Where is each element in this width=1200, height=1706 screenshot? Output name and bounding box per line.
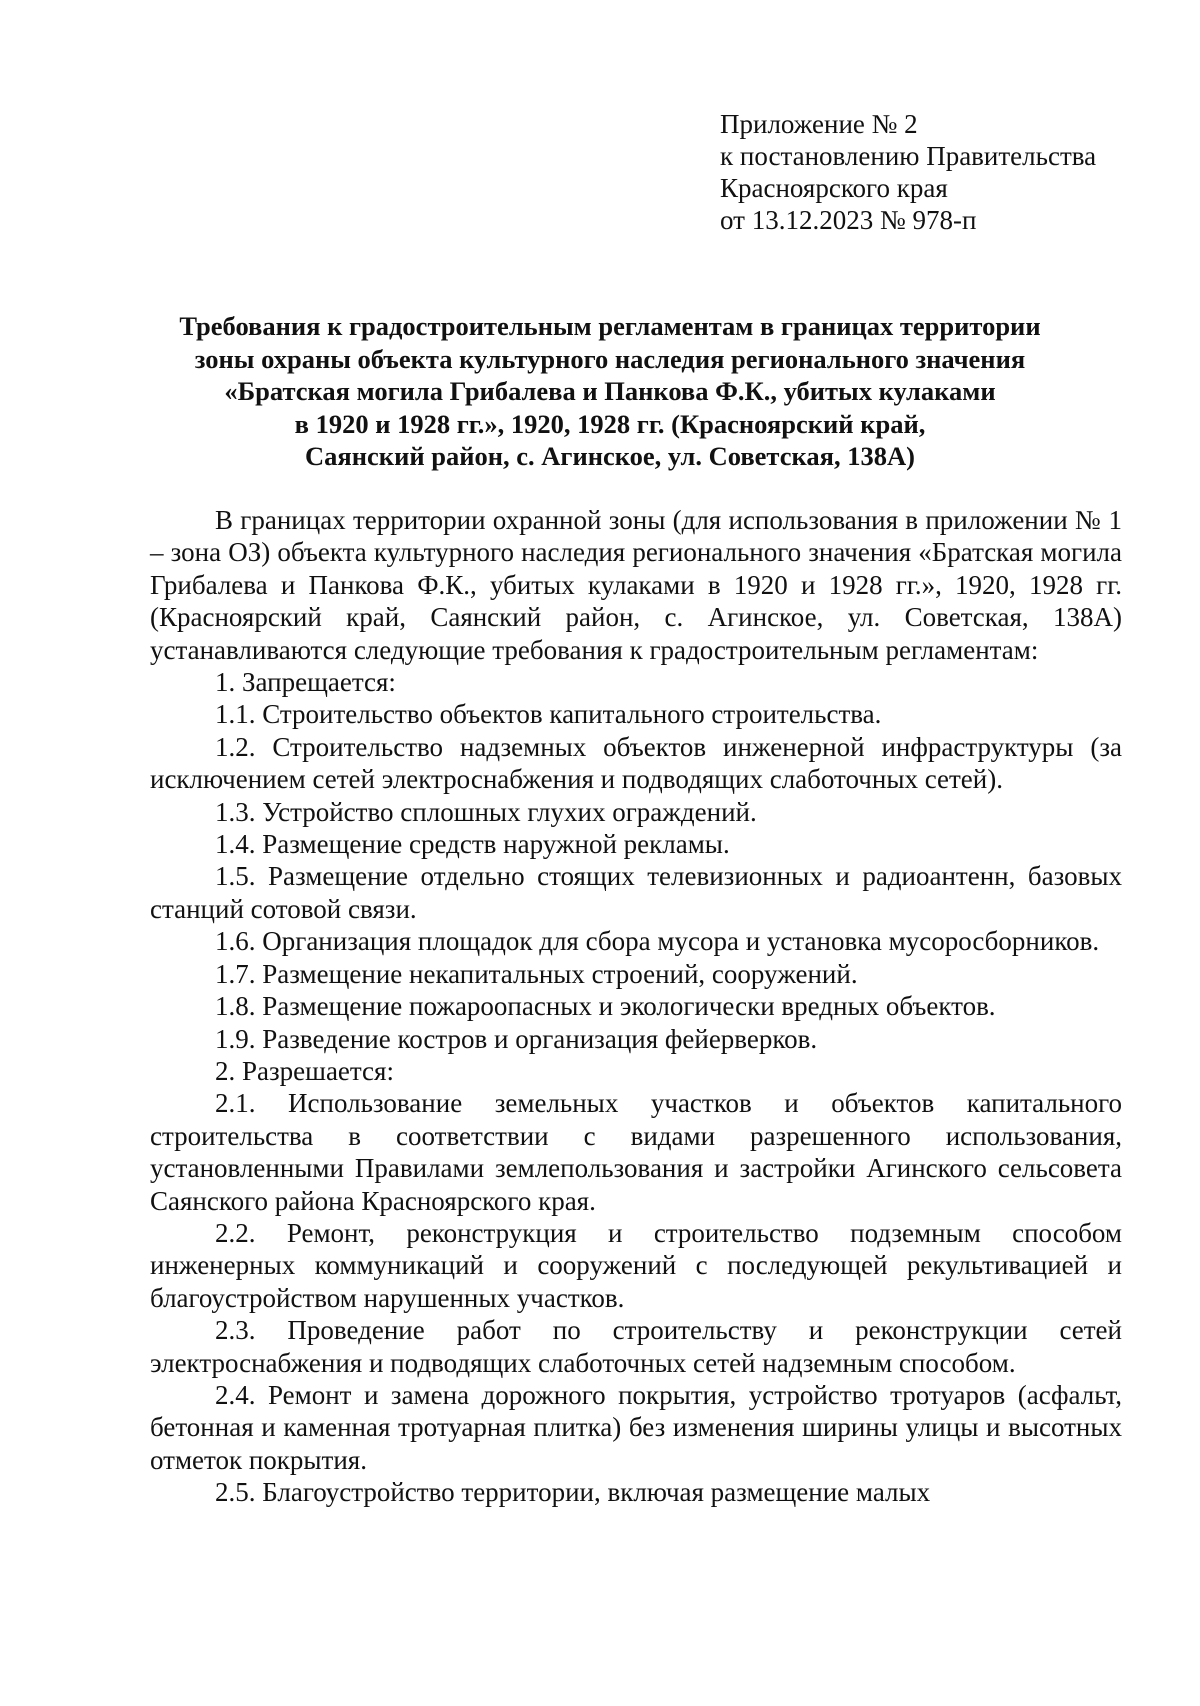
document-title xyxy=(130,310,1090,473)
section-heading-permitted: 2. Разрешается: xyxy=(215,1055,394,1086)
title-line: в 1920 и 1928 гг.», 1920, 1928 гг. (Красноярский край, xyxy=(294,408,926,439)
appendix-resolution: к постановлению Правительства xyxy=(720,141,1097,171)
list-item: 1.5. Размещение отдельно стоящих телевизионных и радиоантенн, базовых станций сотовой связи. xyxy=(150,861,1122,924)
document-body xyxy=(150,504,1122,1509)
appendix-region: Красноярского края xyxy=(720,173,948,203)
list-item: 2.3. Проведение работ по строительству и реконструкции сетей электроснабжения и подводящих слаботочных сетей надземным способом. xyxy=(150,1315,1122,1378)
list-item: 2.4. Ремонт и замена дорожного покрытия, устройство тротуаров (асфальт, бетонная и каменная тротуарная плитка) без изменения ширины улицы и высотных отметок покрытия. xyxy=(150,1379,1122,1475)
list-item: 2.2. Ремонт, реконструкция и строительство подземным способом инженерных коммуникаций и сооружений с последующей рекультивацией и благоустройством нарушенных участков. xyxy=(150,1217,1122,1313)
list-item: 1.2. Строительство надземных объектов инженерной инфраструктуры (за исключением сетей электроснабжения и подводящих слаботочных сетей). xyxy=(150,731,1122,795)
appendix-header xyxy=(720,108,1160,236)
list-item: 2.5. Благоустройство территории, включая размещение малых xyxy=(215,1477,931,1508)
title-line: зоны охраны объекта культурного наследия регионального значения xyxy=(194,343,1026,374)
list-item: 1.3. Устройство сплошных глухих ограждений. xyxy=(215,796,757,827)
intro-paragraph: В границах территории охранной зоны (для использования в приложении № 1 – зона ОЗ) объекта культурного наследия регионального значения «Братская могила Грибалева и Панкова Ф.К., убитых кулаками в 1920 и 1928 гг.», 1920, 1928 гг. (Красноярский край, Саянский район, с. Агинское, ул. Советская, 138А) устанавливаются следующие требования к градостроительным регламентам: xyxy=(150,505,1122,665)
list-item: 1.6. Организация площадок для сбора мусора и установка мусоросборников. xyxy=(215,926,1100,957)
title-line: Саянский район, с. Агинское, ул. Советская, 138А) xyxy=(305,441,915,471)
title-line: «Братская могила Грибалева и Панкова Ф.К., убитых кулаками xyxy=(224,376,996,406)
list-item: 2.1. Использование земельных участков и объектов капитального строительства в соответствии с видами разрешенного использования, установленными Правилами землепользования и застройки Агинского сельсовета Саянского района Красноярского края. xyxy=(150,1088,1122,1216)
appendix-number: Приложение № 2 xyxy=(720,109,918,139)
list-item: 1.9. Разведение костров и организация фейерверков. xyxy=(215,1023,818,1054)
list-item: 1.8. Размещение пожароопасных и экологически вредных объектов. xyxy=(215,991,996,1022)
list-item: 1.7. Размещение некапитальных строений, сооружений. xyxy=(215,958,858,989)
section-heading-prohibited: 1. Запрещается: xyxy=(215,667,396,698)
list-item: 1.1. Строительство объектов капитального строительства. xyxy=(215,699,882,730)
title-line: Требования к градостроительным регламентам в границах территории xyxy=(179,311,1041,341)
appendix-date-number: от 13.12.2023 № 978-п xyxy=(720,205,977,235)
list-item: 1.4. Размещение средств наружной рекламы. xyxy=(215,829,730,860)
